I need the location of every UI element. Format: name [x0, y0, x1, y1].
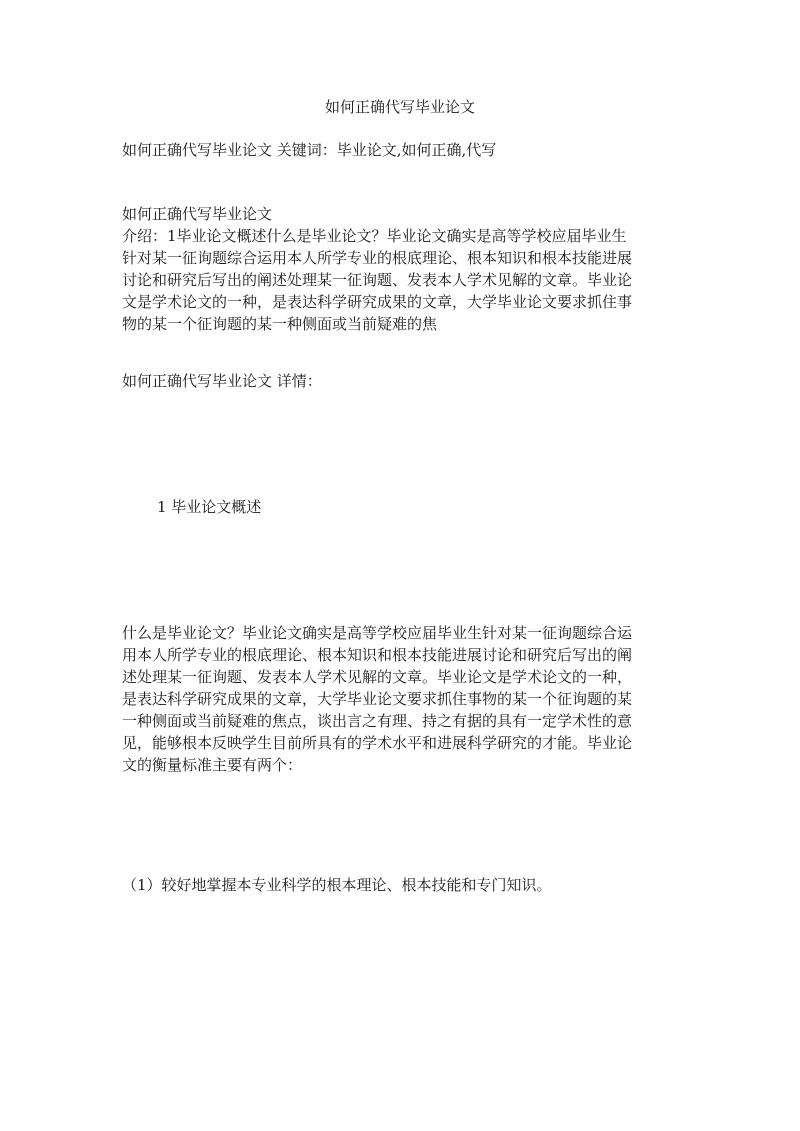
body-line: 什么是毕业论文？毕业论文确实是高等学校应届毕业生针对某一征询题综合运 [122, 624, 633, 642]
body-line: 述处理某一征询题、发表本人学术见解的文章。毕业论文是学术论文的一种， [122, 668, 633, 686]
body-line: 用本人所学专业的根底理论、根本知识和根本技能进展讨论和研究后写出的阐 [122, 646, 633, 664]
section-heading: 1 毕业论文概述 [157, 498, 262, 516]
body-paragraph [122, 622, 678, 776]
body-line: 文的衡量标准主要有两个： [122, 756, 303, 774]
criterion-item: （1）较好地掌握本专业科学的根本理论、根本技能和专门知识。 [122, 876, 552, 894]
body-line: 是表达科学研究成果的文章，大学毕业论文要求抓住事物的某一个征询题的某 [122, 690, 633, 708]
keywords-line: 如何正确代写毕业论文 关键词：毕业论文,如何正确,代写 [122, 141, 497, 159]
intro-line: 介绍：1毕业论文概述什么是毕业论文？毕业论文确实是高等学校应届毕业生 [122, 227, 627, 245]
intro-line: 讨论和研究后写出的阐述处理某一征询题、发表本人学术见解的文章。毕业论 [122, 271, 633, 289]
document-title: 如何正确代写毕业论文 [324, 98, 475, 116]
intro-line: 文是学术论文的一种，是表达科学研究成果的文章，大学毕业论文要求抓住事 [122, 293, 633, 311]
body-line: 见，能够根本反映学生目前所具有的学术水平和进展科学研究的才能。毕业论 [122, 734, 633, 752]
body-line: 一种侧面或当前疑难的焦点，谈出言之有理、持之有据的具有一定学术性的意 [122, 712, 633, 730]
intro-line: 针对某一征询题综合运用本人所学专业的根底理论、根本知识和根本技能进展 [122, 249, 633, 267]
intro-heading: 如何正确代写毕业论文 [122, 205, 273, 223]
details-heading: 如何正确代写毕业论文 详情： [122, 372, 322, 390]
intro-line: 物的某一个征询题的某一种侧面或当前疑难的焦 [122, 315, 438, 333]
intro-block [122, 203, 678, 335]
